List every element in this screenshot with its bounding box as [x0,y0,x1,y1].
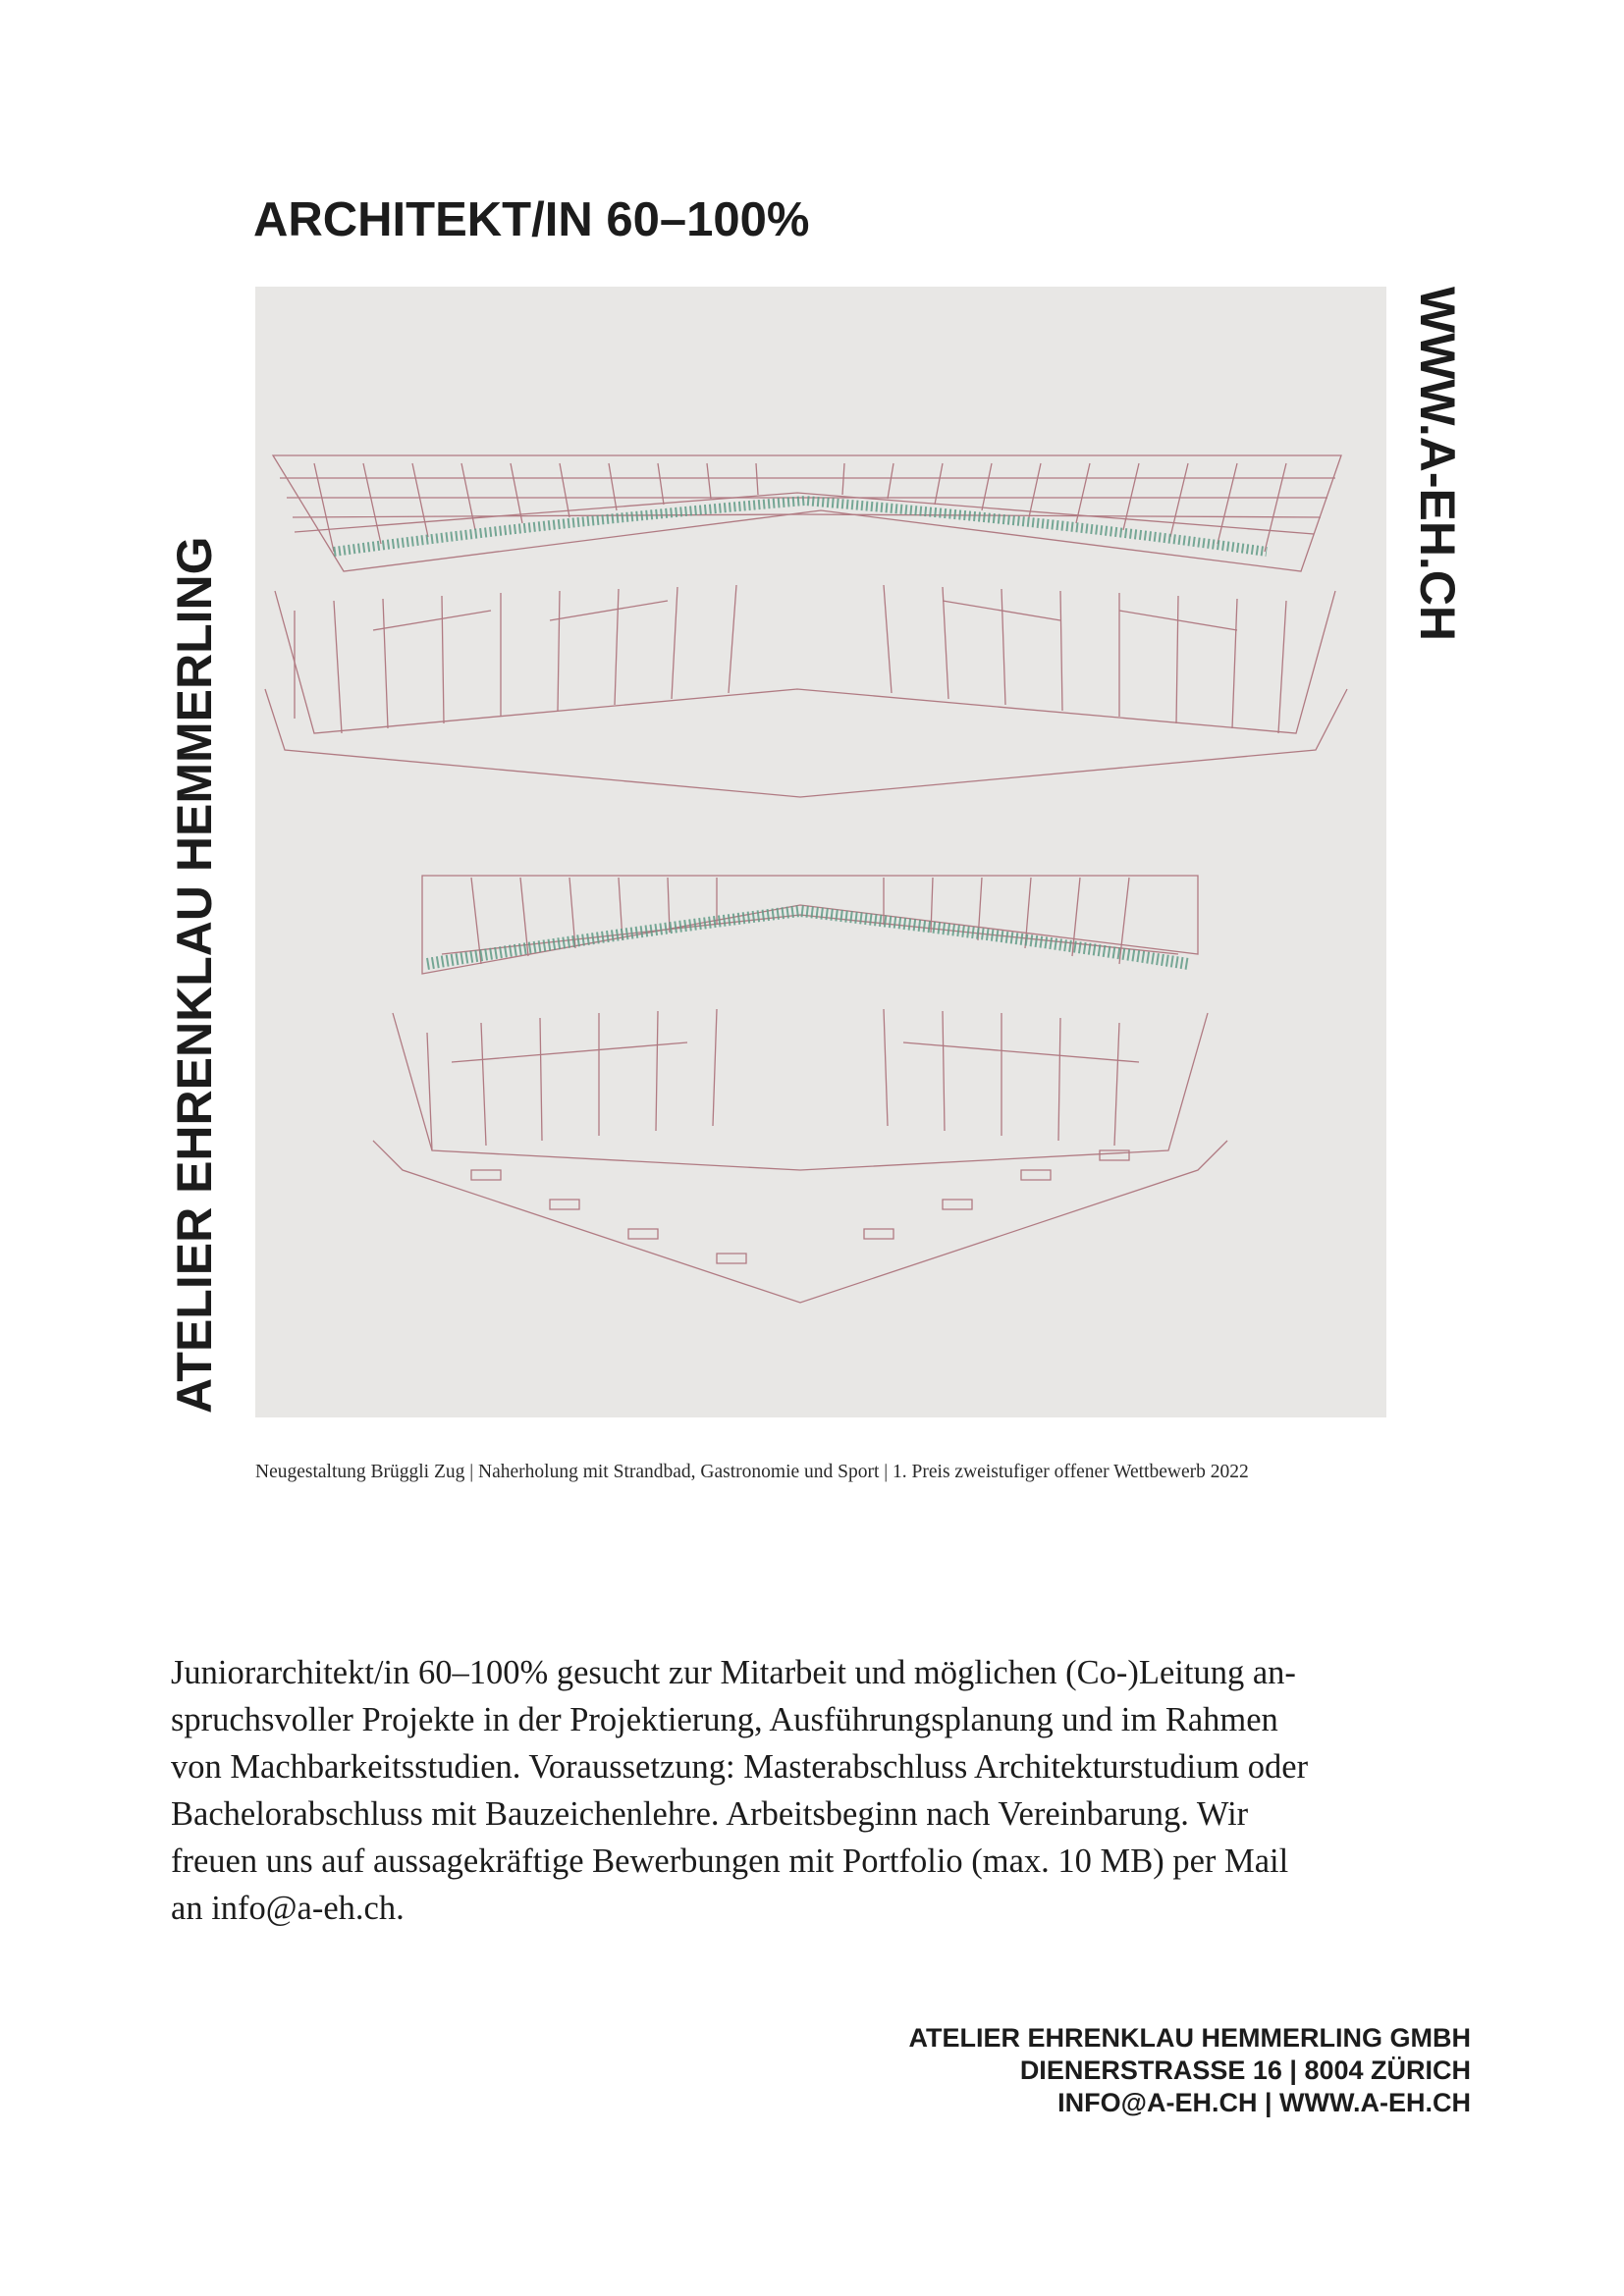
address-street: DIENERSTRASSE 16 | 8004 ZÜRICH [1019,2056,1471,2085]
pavilion-bottom [373,1009,1227,1303]
pavilion-top [265,585,1347,797]
website-vertical: WWW.A-EH.CH [1410,287,1465,642]
body-line: Bachelorabschluss mit Bauzeichenlehre. Arbeitsbeginn nach Vereinbarung. Wir [171,1795,1249,1833]
contact-address [909,2022,1471,2119]
address-company: ATELIER EHRENKLAU HEMMERLING GMBH [908,2023,1471,2053]
body-line: an info@a-eh.ch. [171,1890,405,1927]
body-line: spruchsvoller Projekte in der Projektierung, Ausführungsplanung und im Rahmen [171,1701,1278,1738]
job-description [171,1649,1457,1932]
body-line: freuen uns auf aussagekräftige Bewerbungen mit Portfolio (max. 10 MB) per Mail [171,1842,1289,1880]
project-drawing [255,287,1386,1417]
body-line: von Machbarkeitsstudien. Voraussetzung: Masterabschluss Architekturstudium oder [171,1748,1309,1786]
address-contact: INFO@A-EH.CH | WWW.A-EH.CH [1057,2088,1471,2117]
roof-grid-top [273,455,1341,571]
image-caption: Neugestaltung Brüggli Zug | Naherholung mit Strandbad, Gastronomie und Sport | 1. Preis zweistufiger offener Wettbewerb 2022 [255,1462,1249,1482]
roof-grid-bottom [422,876,1198,974]
axonometric-drawing [255,287,1386,1417]
page-title: ARCHITEKT/IN 60–100% [253,193,810,246]
company-name-vertical: ATELIER EHRENKLAU HEMMERLING [167,536,222,1414]
plants-top [334,501,1267,552]
body-line: Juniorarchitekt/in 60–100% gesucht zur Mitarbeit und möglichen (Co-)Leitung an- [171,1654,1296,1691]
